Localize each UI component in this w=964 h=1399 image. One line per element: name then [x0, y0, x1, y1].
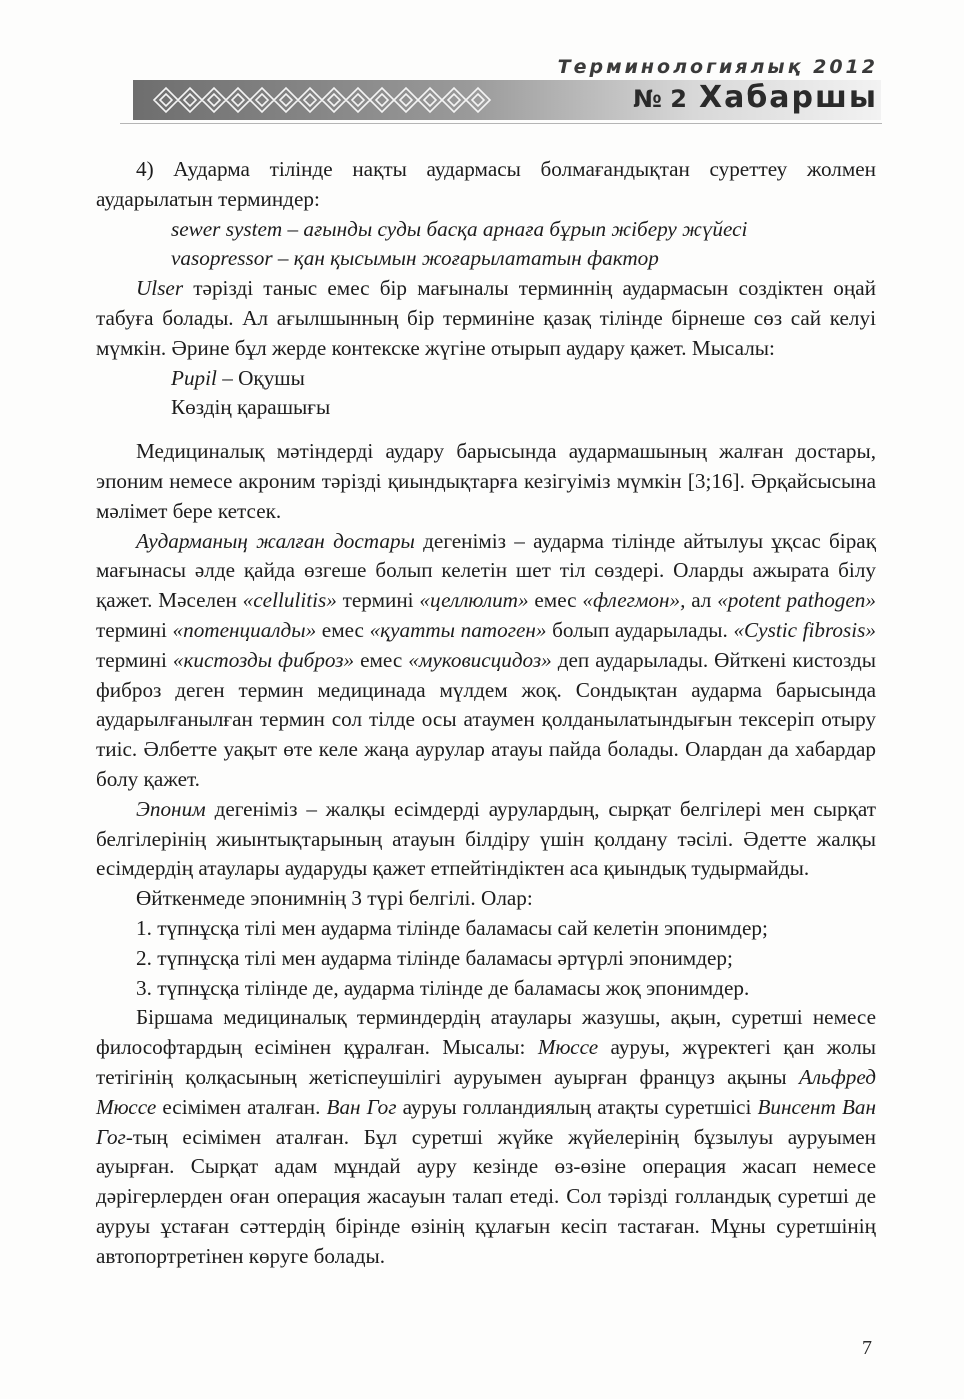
example-pupil-eye: Көздің қарашығы	[171, 395, 331, 420]
issue-title	[633, 80, 878, 115]
term-pupil: Pupil	[171, 365, 217, 390]
text-segment: дегеніміз – аударма тілінде айтылуы ұқсас бірақ мағынасы әлде қайда өзгеше болып келетін шет тіл сөздері. Оларды ажырата білу қажет. Мәселен	[96, 528, 876, 613]
term-eponym: Эпоним	[136, 796, 206, 821]
text-segment: дегеніміз – жалқы есімдерді аурулардың, сырқат белгілері мен сырқат белгілерінің жиынтықтарының атауын білдіру үшін қолдану тәсілі. Әдетте жалқы есімдердің атаулары аударуды қажет етпейтіндіктен аса қиындық тудырмайды.	[96, 796, 876, 881]
text-segment: ал	[685, 588, 718, 613]
term-alfred-musset: Альфред Мюссе	[96, 1064, 876, 1119]
text-segment: болып аударылады.	[546, 617, 734, 642]
text-segment: Біршама медициналық терминдердің атаулары жазушы, ақын, суретші немесе философтардың есімінен құралған. Мысалы:	[96, 1005, 876, 1060]
text-segment: деп аударылады. Өйткені кистозды фиброз деген термин медицинада мүлдем жоқ. Сондықтан аударма барысында аударылғанылған термин сол тілде осы атаумен қолданылатындығын тексеріп отыру тиіс. Әлбетте уақыт өте келе жаңа аурулар атауы пайда болады. Олардан да хабардар болу қажет.	[96, 647, 876, 791]
ornament-pattern	[150, 84, 495, 116]
term-false-friends: Аударманың жалған достары	[136, 528, 415, 553]
text-segment: термині	[96, 647, 173, 672]
term-van-gogh: Ван Гог	[326, 1094, 397, 1119]
text-segment: ауруы, жүректегі қан жолы тетігінің қолқасының жетіспеушілігі ауруымен ауырған француз ақыны	[96, 1035, 876, 1089]
text-segment: емес	[528, 588, 583, 613]
term-cellulite: «целлюлит»	[419, 588, 529, 613]
term-cystic-fibrosis: «Cystic fibrosis»	[733, 617, 876, 642]
paragraph-eponym-types: Өйткенмеде эпонимнің 3 түрі белгілі. Олар:	[136, 886, 533, 911]
issue-number: № 2	[633, 85, 687, 113]
text-segment: -тың есімімен аталған. Бұл суретші жүйке жүйелерінің бұзылуы ауруымен ауырған. Сырқат адам мұндай ауру кезінде өз-өзіне операция жасап немесе дәрігерлерден оған операция жасауын талап етеді. Сол тәрізді голландық суретші де ауруы ұстаған сәттердің бірінде өзінің құлағын кесіп тастаған. Мұны суретшінің автопортретінен көруге болады.	[96, 1124, 876, 1268]
paragraph-descriptive-terms: 4) Аударма тілінде нақты аудармасы болмағандықтан суреттеу жолмен аударылатын терминдер:	[96, 157, 876, 211]
text-segment: термині	[96, 617, 173, 642]
term-mucoviscidosis: «муковисцидоз»	[408, 647, 552, 672]
article-body	[96, 155, 876, 1271]
list-item: 2. түпнұсқа тілі мен аударма тілінде баламасы әртүрлі эпонимдер;	[136, 945, 733, 970]
list-item: 3. түпнұсқа тілінде де, аударма тілінде де баламасы жоқ эпонимдер.	[136, 975, 750, 1000]
paragraph-ulser	[96, 274, 876, 363]
term-cellulitis: «cellulitis»	[242, 588, 337, 613]
spacer	[96, 423, 876, 437]
paragraph-difficulties: Медициналық мәтіндерді аудару барысында аудармашының жалған достары, эпоним немесе акроним тәрізді қиындықтарға кезігуіміз мүмкін [3;16]. Әрқайсысына мәлімет бере кетсек.	[96, 439, 876, 523]
text-segment: есімімен аталған.	[156, 1094, 327, 1119]
example-sewer-system: sewer system – ағынды суды басқа арнаға бұрып жіберу жүйесі	[171, 216, 748, 241]
header-divider	[120, 123, 882, 124]
text-segment: емес	[316, 617, 370, 642]
term-potent-pathogen: «potent pathogen»	[717, 588, 876, 613]
example-pupil	[96, 364, 876, 394]
text-segment: термині	[336, 588, 420, 613]
text-segment: ауруы голландиялың атақты суретшісі	[396, 1094, 758, 1119]
page-number: 7	[862, 1337, 872, 1359]
term-ulser: Ulser	[136, 276, 184, 301]
term-strong-pathogen: «қуатты патоген»	[369, 617, 547, 642]
term-cystic-fibrosis-kk: «кистозды фиброз»	[172, 647, 355, 672]
list-item: 1. түпнұсқа тілі мен аударма тілінде баламасы сай келетін эпонимдер;	[136, 915, 768, 940]
example-vasopressor: vasopressor – қан қысымын жоғарылататын фактор	[171, 246, 659, 271]
journal-name: Терминологиялық 2012	[557, 56, 878, 78]
paragraph-false-friends	[96, 527, 876, 795]
term-vincent-van-gogh: Винсент Ван Гог	[96, 1094, 876, 1149]
paragraph-eponym	[96, 795, 876, 884]
issue-word: Хабаршы	[698, 80, 878, 115]
paragraph-eponym-examples	[96, 1003, 876, 1271]
example-pupil-translation: – Оқушы	[216, 365, 305, 390]
text-segment: емес	[354, 647, 409, 672]
paragraph-ulser-text: тәрізді таныс емес бір мағыналы терминнің аудармасын создіктен оңай табуға болады. Ал ағылшынның бір терминіне қазақ тілінде бірнеше сөз сай келуі мүмкін. Әрине бұл жерде контекске жүгіне отырып аудару қажет. Мысалы:	[96, 276, 876, 360]
term-phlegmon: «флегмон»,	[582, 588, 686, 613]
term-potential: «потенциалды»	[172, 617, 317, 642]
term-musset: Мюссе	[537, 1035, 599, 1060]
